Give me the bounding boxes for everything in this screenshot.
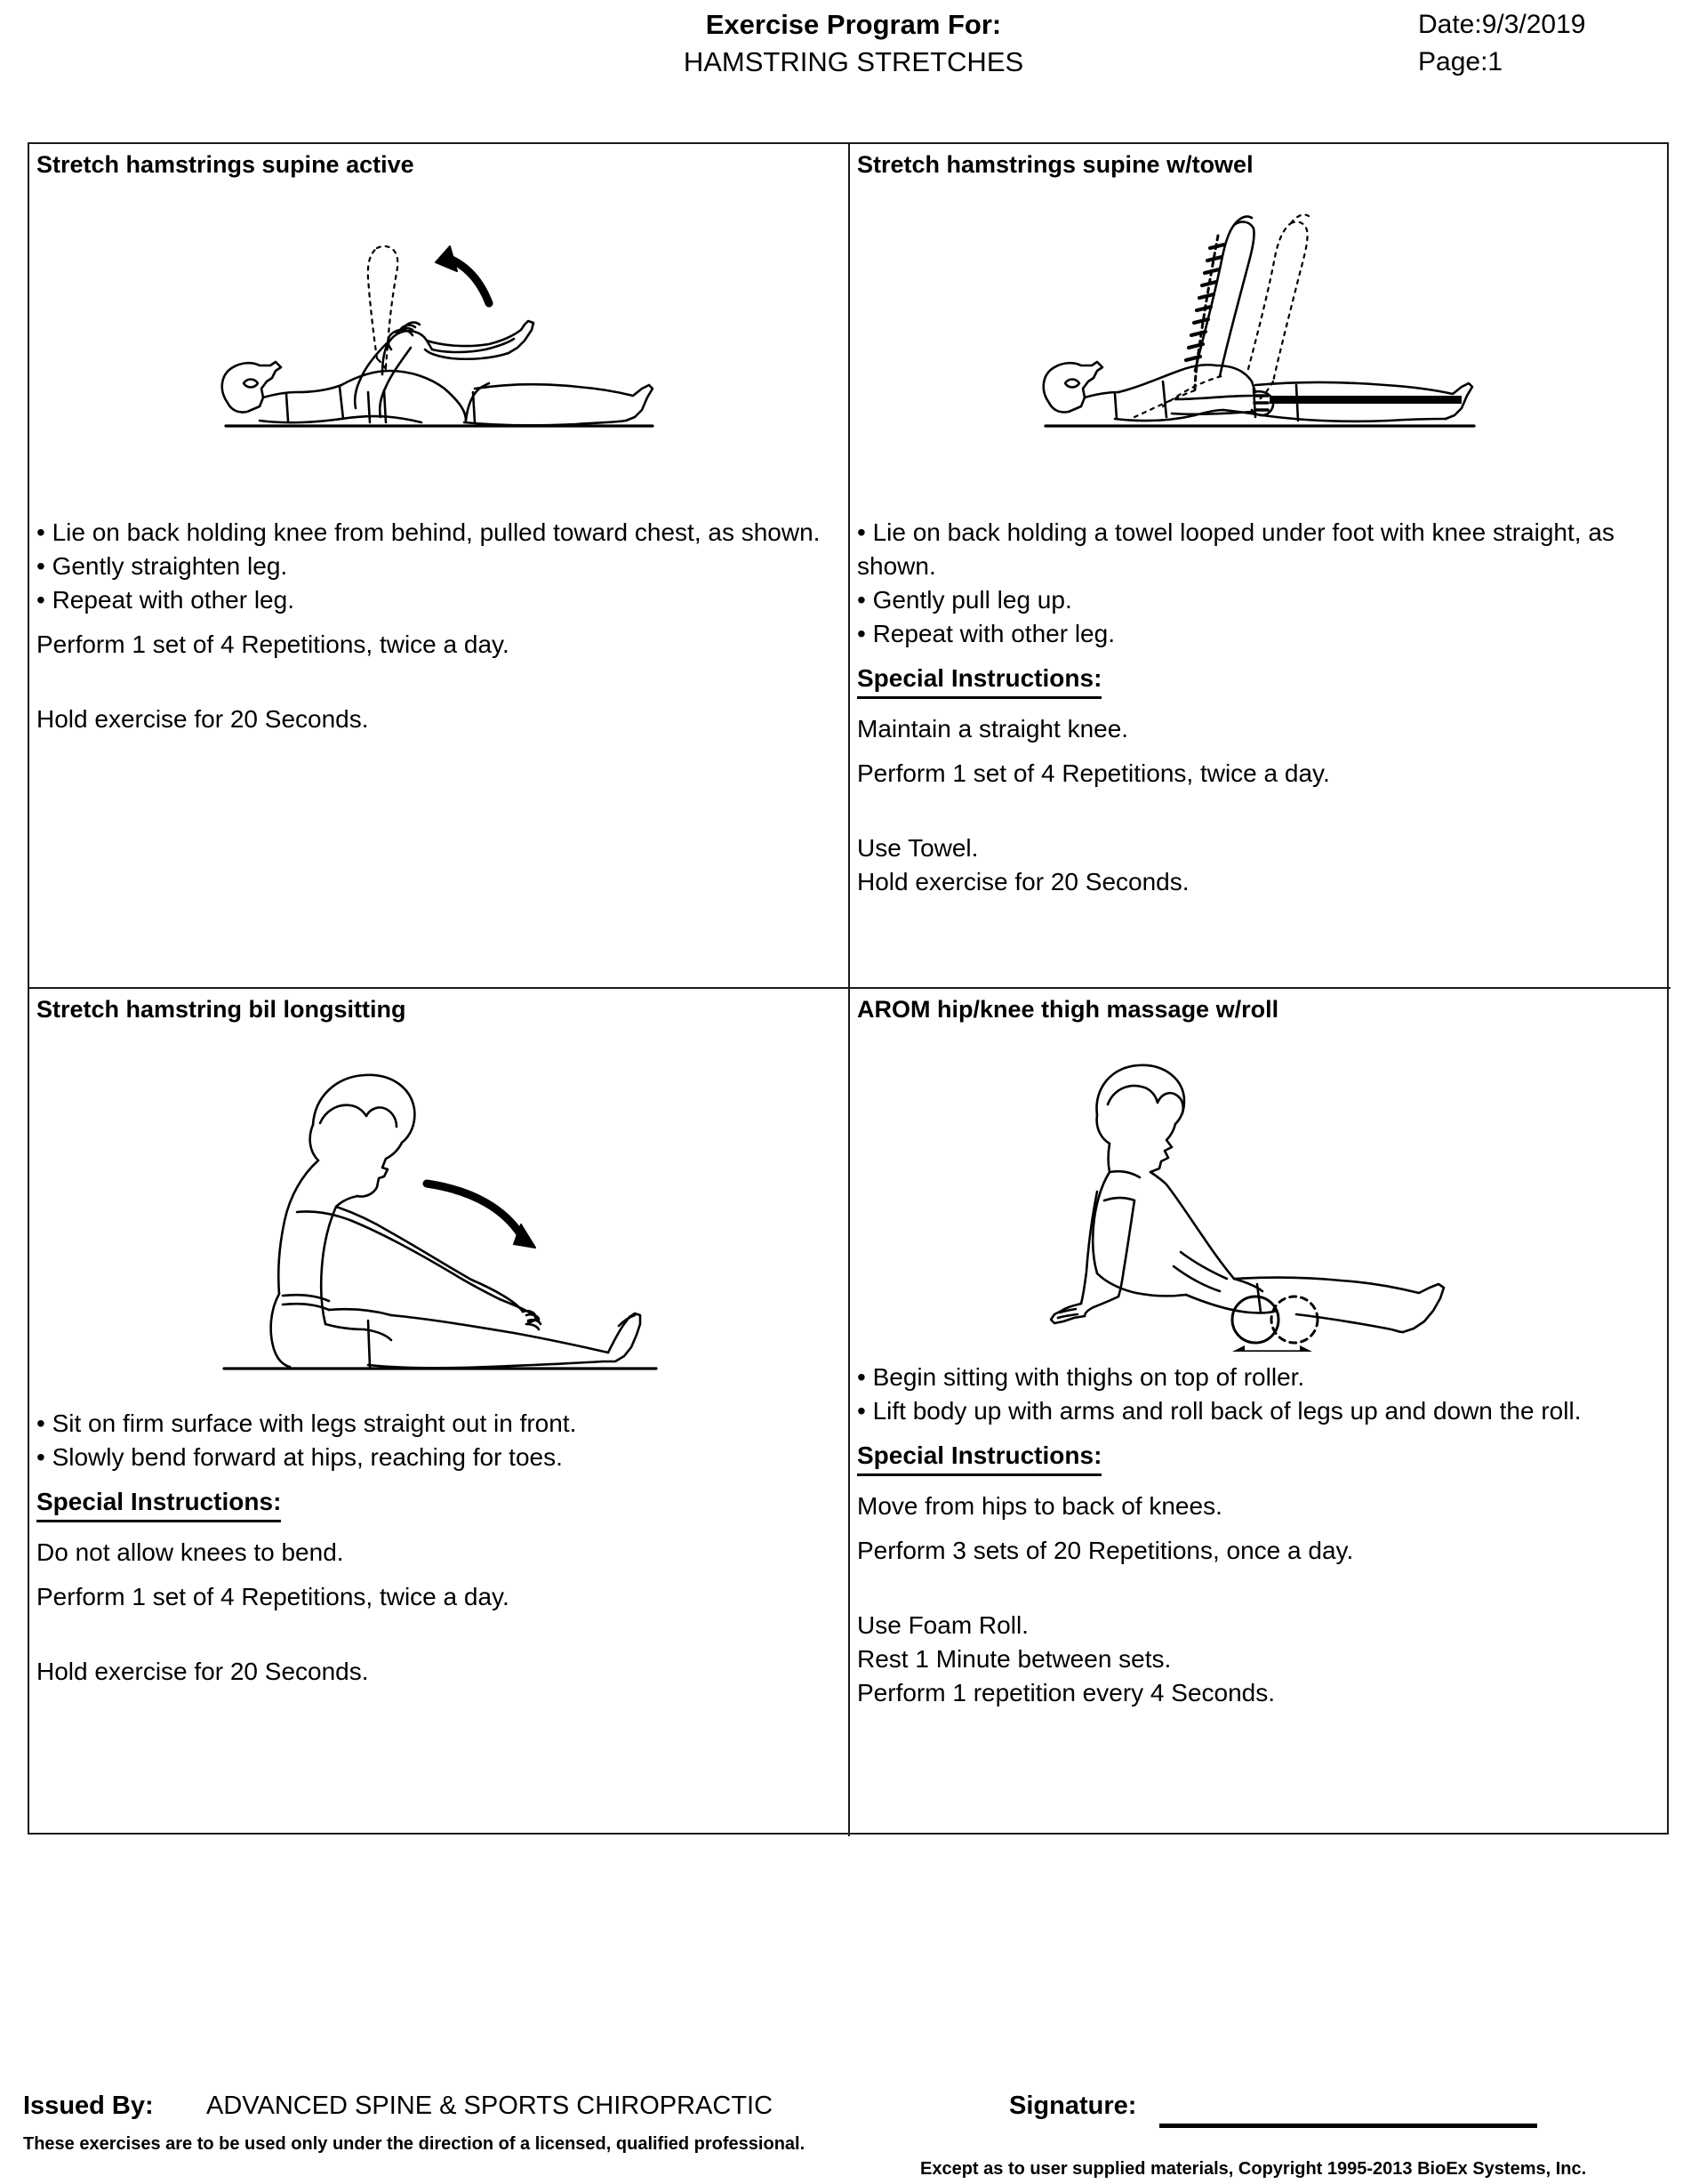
- exercise-bullet: • Begin sitting with thighs on top of roller.: [857, 1363, 1305, 1391]
- page-number-label: Page:1: [1418, 47, 1503, 76]
- date-label: Date:9/3/2019: [1418, 10, 1586, 39]
- signature-label: Signature:: [1009, 2092, 1137, 2120]
- copyright-text: Except as to user supplied materials, Copyright 1995-2013 BioEx Systems, Inc.: [920, 2159, 1587, 2179]
- supine-active-hamstring-stretch-illustration: [29, 196, 848, 471]
- exercise-dosage: Perform 3 sets of 20 Repetitions, once a day.: [857, 1537, 1354, 1564]
- exercise-dosage: Perform 1 set of 4 Repetitions, twice a day.: [36, 630, 509, 658]
- exercise-title-2: Stretch hamstrings supine w/towel: [857, 151, 1254, 178]
- exercise-bullet: • Gently pull leg up.: [857, 586, 1072, 614]
- exercise-bullet: • Repeat with other leg.: [36, 586, 294, 614]
- exercise-extra-line: Hold exercise for 20 Seconds.: [857, 868, 1190, 895]
- exercise-extra-line: Use Foam Roll.: [857, 1611, 1029, 1639]
- exercise-bullet: • Sit on firm surface with legs straight out in front.: [36, 1409, 577, 1437]
- special-instruction-line: Do not allow knees to bend.: [36, 1538, 344, 1566]
- exercise-extra-line: Hold exercise for 20 Seconds.: [36, 1658, 369, 1685]
- exercise-dosage: Perform 1 set of 4 Repetitions, twice a day.: [36, 1583, 509, 1610]
- special-instructions-heading-wrap: [857, 651, 1662, 702]
- exercise-extra-line: Rest 1 Minute between sets.: [857, 1645, 1172, 1673]
- clinic-name: ADVANCED SPINE & SPORTS CHIROPRACTIC: [206, 2092, 773, 2120]
- exercise-bullet: • Repeat with other leg.: [857, 620, 1115, 647]
- exercise-body-1: [36, 516, 839, 736]
- exercise-body-4: [857, 1361, 1662, 1710]
- exercise-extra-line: Use Towel.: [857, 834, 979, 862]
- exercise-bullet: • Gently straighten leg.: [36, 552, 288, 580]
- exercise-body-3: [36, 1407, 839, 1689]
- special-instructions-heading: Special Instructions:: [36, 1485, 281, 1522]
- exercise-bullet: • Slowly bend forward at hips, reaching for toes.: [36, 1443, 563, 1471]
- longsitting-hamstring-stretch-illustration: [29, 1035, 848, 1391]
- page-footer: [0, 2072, 1707, 2184]
- exercise-title-4: AROM hip/knee thigh massage w/roll: [857, 996, 1279, 1023]
- header-meta-block: [1418, 7, 1703, 82]
- disclaimer-text: These exercises are to be used only under the direction of a licensed, qualified professional.: [23, 2134, 805, 2154]
- signature-line[interactable]: [1159, 2124, 1537, 2128]
- special-instruction-line: Maintain a straight knee.: [857, 715, 1129, 743]
- exercise-title-1: Stretch hamstrings supine active: [36, 151, 414, 178]
- special-instructions-heading-wrap: [857, 1428, 1662, 1479]
- supine-towel-hamstring-stretch-illustration: [850, 189, 1671, 473]
- exercise-cell-2: [850, 144, 1671, 989]
- special-instructions-heading: Special Instructions:: [857, 662, 1102, 699]
- exercise-table: [28, 142, 1669, 1835]
- exercise-body-2: [857, 516, 1662, 899]
- exercise-extra-line: Perform 1 repetition every 4 Seconds.: [857, 1679, 1276, 1706]
- exercise-cell-3: [29, 989, 850, 1836]
- issued-by-label: Issued By:: [23, 2092, 154, 2120]
- special-instructions-heading: Special Instructions:: [857, 1439, 1102, 1476]
- exercise-bullet: • Lift body up with arms and roll back of legs up and down the roll.: [857, 1397, 1582, 1425]
- program-name: HAMSTRING STRETCHES: [683, 46, 1024, 77]
- exercise-dosage: Perform 1 set of 4 Repetitions, twice a day.: [857, 759, 1330, 787]
- exercise-bullet: • Lie on back holding a towel looped under foot with knee straight, as shown.: [857, 518, 1615, 580]
- special-instructions-heading-wrap: [36, 1474, 839, 1525]
- exercise-title-3: Stretch hamstring bil longsitting: [36, 996, 406, 1023]
- program-title-block: [498, 7, 1209, 82]
- special-instruction-line: Move from hips to back of knees.: [857, 1492, 1222, 1520]
- exercise-cell-1: [29, 144, 850, 989]
- exercise-bullet: • Lie on back holding knee from behind, pulled toward chest, as shown.: [36, 518, 821, 546]
- exercise-extra-line: Hold exercise for 20 Seconds.: [36, 705, 369, 733]
- page-header: [0, 0, 1707, 107]
- foam-roll-thigh-massage-illustration: [850, 1040, 1671, 1361]
- exercise-cell-4: [850, 989, 1671, 1836]
- program-for-label: Exercise Program For:: [705, 9, 1002, 40]
